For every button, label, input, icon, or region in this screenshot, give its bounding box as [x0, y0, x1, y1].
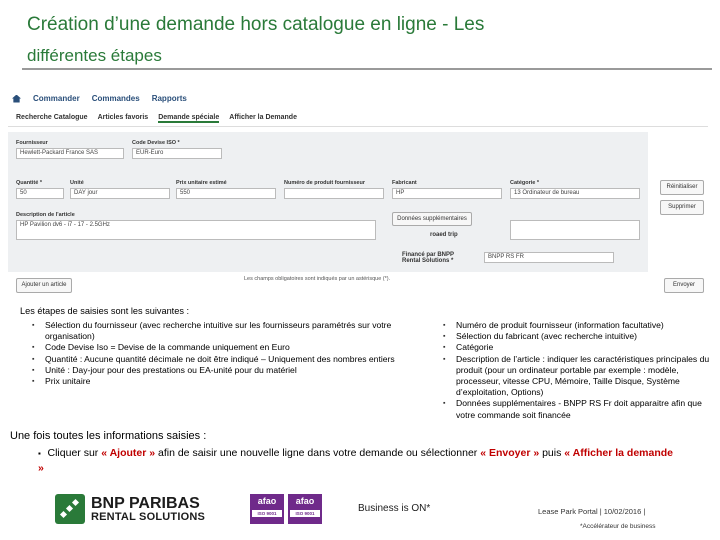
description-label: Description de l'article [16, 212, 75, 218]
mandatory-notice: Les champs obligatoires sont indiqués par un astérisque (*). [244, 276, 391, 282]
description-input[interactable]: HP Pavilion dv6 - i7 - 17 - 2.5GHz [16, 220, 376, 240]
brand-line1: BNP PARIBAS [91, 494, 200, 512]
slide-title-line2: différentes étapes [27, 46, 162, 65]
footnote: *Accélérateur de business [580, 523, 656, 530]
ajouter-article-button[interactable]: Ajouter un article [16, 278, 72, 293]
list-item: ▪ Sélection du fabricant (avec recherche intuitive) [443, 331, 720, 342]
sub-tabs [16, 114, 297, 123]
extra-field[interactable] [510, 220, 640, 240]
list-item: ▪ Données supplémentaires - BNPP RS Fr doit apparaitre afin que votre commande soit financée [443, 398, 720, 420]
final-part3: puis [539, 447, 565, 459]
unite-label: Unité [70, 180, 84, 186]
list-item: ▪ Sélection du fournisseur (avec recherche intuitive sur les fournisseurs paramétrés sur votre organisation) [32, 320, 410, 342]
afao-text: afao [295, 496, 315, 506]
business-tagline: Business is ON* [358, 503, 431, 514]
finance-input[interactable]: BNPP RS FR [484, 252, 614, 263]
afao-badge [288, 494, 322, 524]
after-text: Une fois toutes les informations saisies : [10, 430, 207, 442]
final-instruction: ▪ Cliquer sur « Ajouter » afin de saisir une nouvelle ligne dans votre demande ou sélectionner « Envoyer » puis « Afficher la demande » [38, 447, 674, 474]
fabricant-input[interactable]: HP [392, 188, 502, 199]
list-item: ▪ Numéro de produit fournisseur (information facultative) [443, 320, 720, 331]
roaded-trip-text: roaed trip [430, 232, 458, 238]
quantite-label: Quantité * [16, 180, 42, 186]
slide-title-line1: Création d’une demande hors catalogue en ligne - Les [27, 14, 485, 35]
afao-text: afao [257, 496, 277, 506]
brand-line2: RENTAL SOLUTIONS [91, 510, 206, 523]
title-rule [22, 68, 712, 70]
afao-sub: ISO 9001 [290, 510, 320, 517]
fournisseur-input[interactable]: Hewlett-Packard France SAS [16, 148, 124, 159]
ajouter-emphasis: « Ajouter » [101, 447, 156, 459]
list-item: ▪ Quantité : Aucune quantité décimale ne doit être indiqué – Uniquement des nombres entiers [32, 354, 410, 365]
final-part2: afin de saisir une nouvelle ligne dans votre demande ou sélectionner [155, 447, 481, 459]
list-item: ▪ Unité : Day-jour pour des prestations ou EA-unité pour du matériel [32, 365, 410, 376]
afao-badge [250, 494, 284, 524]
list-item: ▪ Code Devise Iso = Devise de la commande uniquement en Euro [32, 342, 410, 353]
tab-divider [8, 126, 708, 127]
list-item: ▪ Catégorie [443, 342, 720, 353]
final-part1: Cliquer sur [47, 447, 102, 459]
left-steps-list [32, 320, 410, 387]
unite-input[interactable]: DAY jour [70, 188, 170, 199]
fournisseur-label: Fournisseur [16, 140, 48, 146]
steps-intro: Les étapes de saisies sont les suivantes : [20, 306, 190, 316]
home-icon[interactable] [12, 95, 21, 103]
num-produit-input[interactable] [284, 188, 384, 199]
fabricant-label: Fabricant [392, 180, 417, 186]
nav-commandes[interactable]: Commandes [91, 94, 140, 103]
nav-rapports[interactable]: Rapports [151, 94, 187, 103]
tab-articles-favoris[interactable]: Articles favoris [97, 114, 149, 121]
reinitialiser-button[interactable]: Réinitialiser [660, 180, 704, 195]
tab-afficher-demande[interactable]: Afficher la Demande [229, 114, 297, 121]
quantite-input[interactable]: 50 [16, 188, 64, 199]
afficher-emphasis: « Afficher la demande » [38, 447, 674, 474]
list-item: ▪ Description de l’article : indiquer les caractéristiques principales du produit (pour un ordinateur portable par exemple : modèle, processeur, vitesse CPU, Mémoire, Taille Disque, Système d’exploitation, Options) [443, 354, 720, 399]
envoyer-button[interactable]: Envoyer [664, 278, 704, 293]
top-nav [12, 94, 187, 103]
envoyer-emphasis: « Envoyer » [480, 447, 540, 459]
afao-sub: ISO 9001 [252, 510, 282, 517]
bnp-stars-icon [55, 494, 85, 524]
categorie-label: Catégorie * [510, 180, 540, 186]
tab-demande-speciale[interactable]: Demande spéciale [158, 114, 220, 121]
list-item: ▪ Prix unitaire [32, 376, 410, 387]
bnp-logo [55, 494, 205, 524]
donnees-supplementaires-button[interactable]: Données supplémentaires [392, 212, 472, 226]
devise-label: Code Devise ISO * [132, 140, 180, 146]
tab-recherche-catalogue[interactable]: Recherche Catalogue [16, 114, 88, 121]
devise-input[interactable]: EUR-Euro [132, 148, 222, 159]
finance-label: Financé par BNPP Rental Solutions * [402, 252, 454, 264]
right-steps-list [443, 320, 720, 421]
supprimer-button[interactable]: Supprimer [660, 200, 704, 215]
prix-label: Prix unitaire estimé [176, 180, 227, 186]
nav-commander[interactable]: Commander [33, 94, 80, 103]
prix-input[interactable]: 550 [176, 188, 276, 199]
app-screenshot [8, 86, 708, 296]
portal-footer: Lease Park Portal | 10/02/2016 | [538, 507, 646, 516]
categorie-input[interactable]: 13 Ordinateur de bureau [510, 188, 640, 199]
num-produit-label: Numéro de produit fournisseur [284, 180, 365, 186]
